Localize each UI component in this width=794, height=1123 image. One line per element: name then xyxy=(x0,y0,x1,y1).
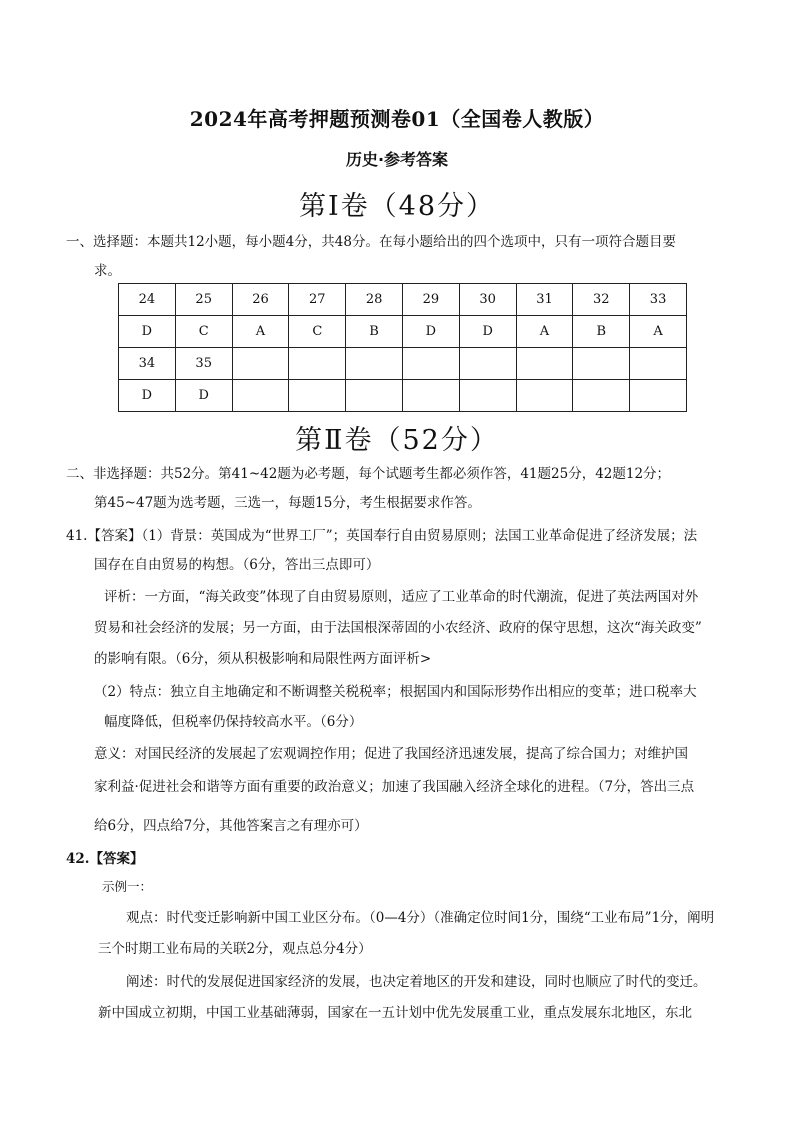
q41-line6: （2）特点：独立自主地确定和不断调整关税税率；根据国内和国际形势作出相应的变革；进口税率大 xyxy=(94,684,697,700)
answer-table-cell: D xyxy=(119,316,176,348)
answer-table-cell xyxy=(630,380,687,412)
answer-table-row xyxy=(119,380,687,412)
answer-table-cell: 32 xyxy=(573,284,630,316)
part2-instruction-line1: 二、非选择题：共52分。第41~42题为必考题，每个试题考生都必须作答，41题25分，42题12分； xyxy=(66,466,671,482)
q41-line10: 给6分，四点给7分，其他答案言之有理亦可） xyxy=(94,818,368,834)
q41-line1: 41.【答案】（1）背景：英国成为“世界工厂”；英国奉行自由贸易原则；法国工业革命促进了经济发展；法 xyxy=(66,528,698,544)
answer-table-row xyxy=(119,316,687,348)
q41-line5: 的影响有限。（6分，须从积极影响和局限性两方面评析> xyxy=(94,651,432,667)
answer-table-cell: D xyxy=(175,380,232,412)
answer-table-cell: A xyxy=(516,316,573,348)
part1-instruction-line1: 一、选择题：本题共12小题，每小题4分，共48分。在每小题给出的四个选项中，只有一项符合题目要 xyxy=(66,234,676,250)
q42-example-label: 示例一： xyxy=(102,879,153,894)
answer-table-cell xyxy=(459,348,516,380)
q42-line2: 三个时期工业布局的关联2分，观点总分4分） xyxy=(98,941,372,957)
q42-line4: 新中国成立初期，中国工业基础薄弱，国家在一五计划中优先发展重工业，重点发展东北地区，东北 xyxy=(98,1005,692,1021)
answer-table-cell xyxy=(402,348,459,380)
answer-table-row xyxy=(119,284,687,316)
part1-heading: 第Ⅰ卷（48分） xyxy=(298,191,496,222)
answer-table-cell: 30 xyxy=(459,284,516,316)
answer-table-cell: D xyxy=(119,380,176,412)
answer-table-cell: A xyxy=(630,316,687,348)
q41-line7: 幅度降低，但税率仍保持较高水平。（6分） xyxy=(104,714,363,730)
answer-table-cell xyxy=(346,348,403,380)
answer-table-cell: C xyxy=(175,316,232,348)
answer-table-cell: 33 xyxy=(630,284,687,316)
answer-table-cell: 26 xyxy=(232,284,289,316)
part1-instruction-line2: 求。 xyxy=(94,263,121,279)
answer-table-cell: 31 xyxy=(516,284,573,316)
answer-table-cell xyxy=(346,380,403,412)
q41-line3: 评析：一方面，“海关政变”体现了自由贸易原则，适应了工业革命的时代潮流，促进了英法两国对外 xyxy=(104,589,699,605)
q41-line9: 家利益·促进社会和谐等方面有重要的政治意义；加速了我国融入经济全球化的进程。（7分，答出三点 xyxy=(94,779,695,795)
answer-table-cell: 27 xyxy=(289,284,346,316)
answer-table-cell xyxy=(232,348,289,380)
answer-table xyxy=(118,283,687,412)
part2-instruction-line2: 第45~47题为选考题，三选一，每题15分，考生根据要求作答。 xyxy=(94,495,481,511)
answer-table-cell xyxy=(573,348,630,380)
q42-label: 42.【答案】 xyxy=(66,851,144,867)
answer-table-cell: 28 xyxy=(346,284,403,316)
answer-table-cell: 34 xyxy=(119,348,176,380)
answer-table-cell xyxy=(459,380,516,412)
q42-line1: 观点：时代变迁影响新中国工业区分布。（0—4分）（准确定位时间1分，围绕“工业布局”1分，阐明 xyxy=(126,910,715,926)
answer-table-cell: C xyxy=(289,316,346,348)
answer-table-cell: 24 xyxy=(119,284,176,316)
q41-line2: 国存在自由贸易的构想。（6分，答出三点即可） xyxy=(94,557,380,573)
answer-table-cell: D xyxy=(459,316,516,348)
answer-table-row xyxy=(119,348,687,380)
answer-table-cell xyxy=(630,348,687,380)
answer-table-cell xyxy=(573,380,630,412)
q41-line4: 贸易和社会经济的发展；另一方面，由于法国根深蒂固的小农经济、政府的保守思想，这次“海关政变” xyxy=(94,620,702,636)
answer-table-cell: D xyxy=(402,316,459,348)
answer-table-cell: B xyxy=(346,316,403,348)
page-title: 2024年高考押题预测卷01（全国卷人教版） xyxy=(189,107,605,131)
page-subtitle: 历史·参考答案 xyxy=(345,150,449,169)
answer-table-cell: B xyxy=(573,316,630,348)
answer-table-cell: A xyxy=(232,316,289,348)
answer-table-cell xyxy=(289,380,346,412)
answer-table-cell xyxy=(516,348,573,380)
answer-table-cell xyxy=(289,348,346,380)
answer-table-cell: 29 xyxy=(402,284,459,316)
answer-table-cell: 35 xyxy=(175,348,232,380)
q42-line3: 阐述：时代的发展促进国家经济的发展，也决定着地区的开发和建设，同时也顺应了时代的变迁。 xyxy=(126,974,707,990)
part2-heading: 第Ⅱ卷（52分） xyxy=(295,425,499,456)
answer-table-cell xyxy=(516,380,573,412)
q41-line8: 意义：对国民经济的发展起了宏观调控作用；促进了我国经济迅速发展，提高了综合国力；对维护国 xyxy=(94,746,688,762)
answer-table-cell xyxy=(402,380,459,412)
answer-table-cell: 25 xyxy=(175,284,232,316)
answer-table-cell xyxy=(232,380,289,412)
